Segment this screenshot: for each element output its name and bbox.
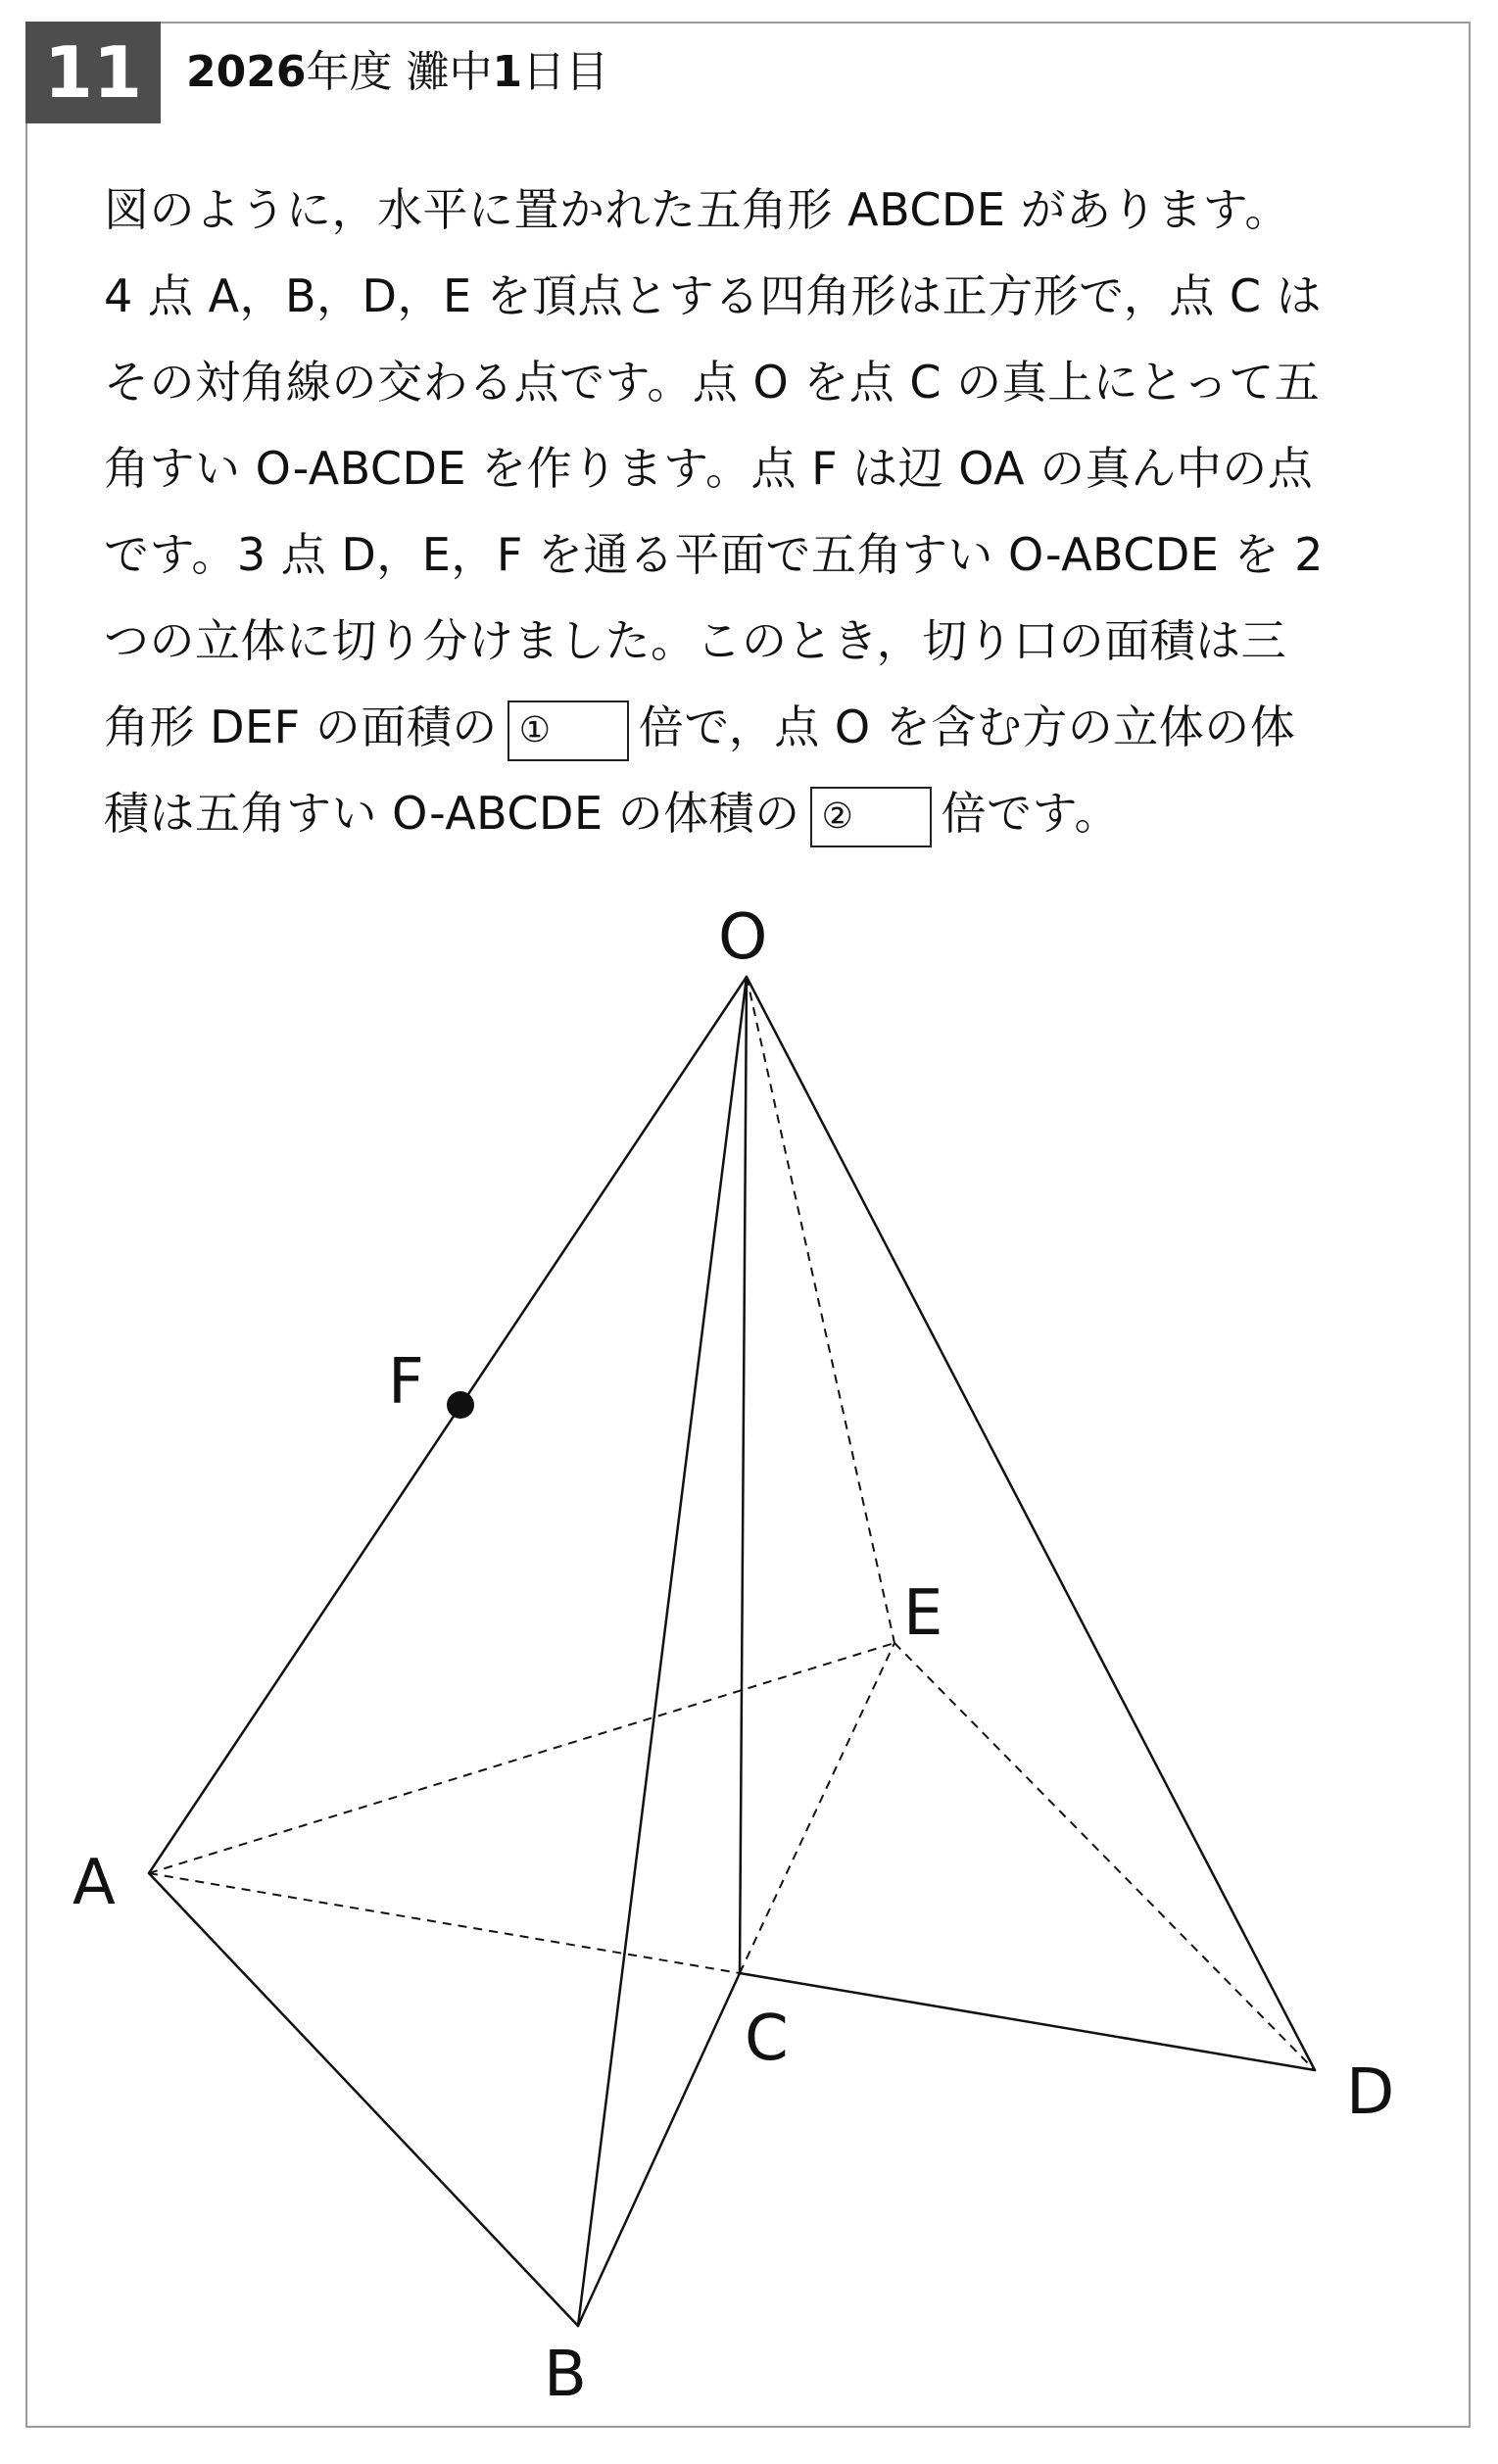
edge-OB <box>578 977 747 2326</box>
label-O: O <box>718 901 768 974</box>
edge-CD <box>740 1973 1315 2070</box>
problem-line-8-before: 積は五角すい O-ABCDE の体積の <box>104 787 800 840</box>
label-F: F <box>388 1346 424 1419</box>
edge-OA <box>149 977 747 1873</box>
problem-line-6: つの立体に切り分けました。このとき，切り口の面積は三 <box>104 614 1287 667</box>
point-F-dot <box>447 1391 474 1419</box>
problem-line-2: 4 点 A，B，D，E を頂点とする四角形は正方形で，点 C は <box>104 269 1323 322</box>
answer-blank-2[interactable]: ② <box>810 787 932 847</box>
answer-blank-1[interactable]: ① <box>507 701 629 761</box>
problem-line-7-before: 角形 DEF の面積の <box>104 701 498 753</box>
problem-line-8-after: 倍です。 <box>941 787 1120 840</box>
edge-AB <box>149 1873 578 2326</box>
edge-OC <box>740 977 747 1973</box>
exam-year-suffix: 年度 灘中 <box>306 47 493 97</box>
edge-AE-hidden <box>149 1643 894 1873</box>
exam-day-number: 1 <box>492 47 523 97</box>
problem-line-7-after: 倍で，点 O を含む方の立体の体 <box>638 701 1296 753</box>
problem-line-4: 角すい O-ABCDE を作ります。点 F は辺 OA の真ん中の点 <box>104 442 1314 495</box>
edge-BC <box>578 1973 740 2326</box>
label-E: E <box>903 1577 943 1650</box>
edge-CE-hidden <box>740 1643 894 1973</box>
label-D: D <box>1346 2056 1395 2129</box>
problem-line-1: 図のように，水平に置かれた五角形 ABCDE があります。 <box>104 183 1290 236</box>
label-A: A <box>72 1847 116 1919</box>
label-C: C <box>745 2003 789 2075</box>
label-B: B <box>544 2339 587 2411</box>
edge-ED-hidden <box>894 1643 1315 2070</box>
problem-line-3: その対角線の交わる点です。点 O を点 C の真上にとって五 <box>104 356 1321 409</box>
exam-year: 2026 <box>186 47 307 97</box>
edge-OD <box>747 977 1315 2070</box>
problem-line-5: です。3 点 D，E，F を通る平面で五角すい O-ABCDE を 2 <box>104 528 1324 581</box>
edge-OE-hidden <box>747 977 894 1643</box>
edge-AC-hidden <box>149 1873 740 1973</box>
problem-number-badge: 11 <box>25 22 161 123</box>
exam-day-suffix: 日目 <box>522 47 609 97</box>
